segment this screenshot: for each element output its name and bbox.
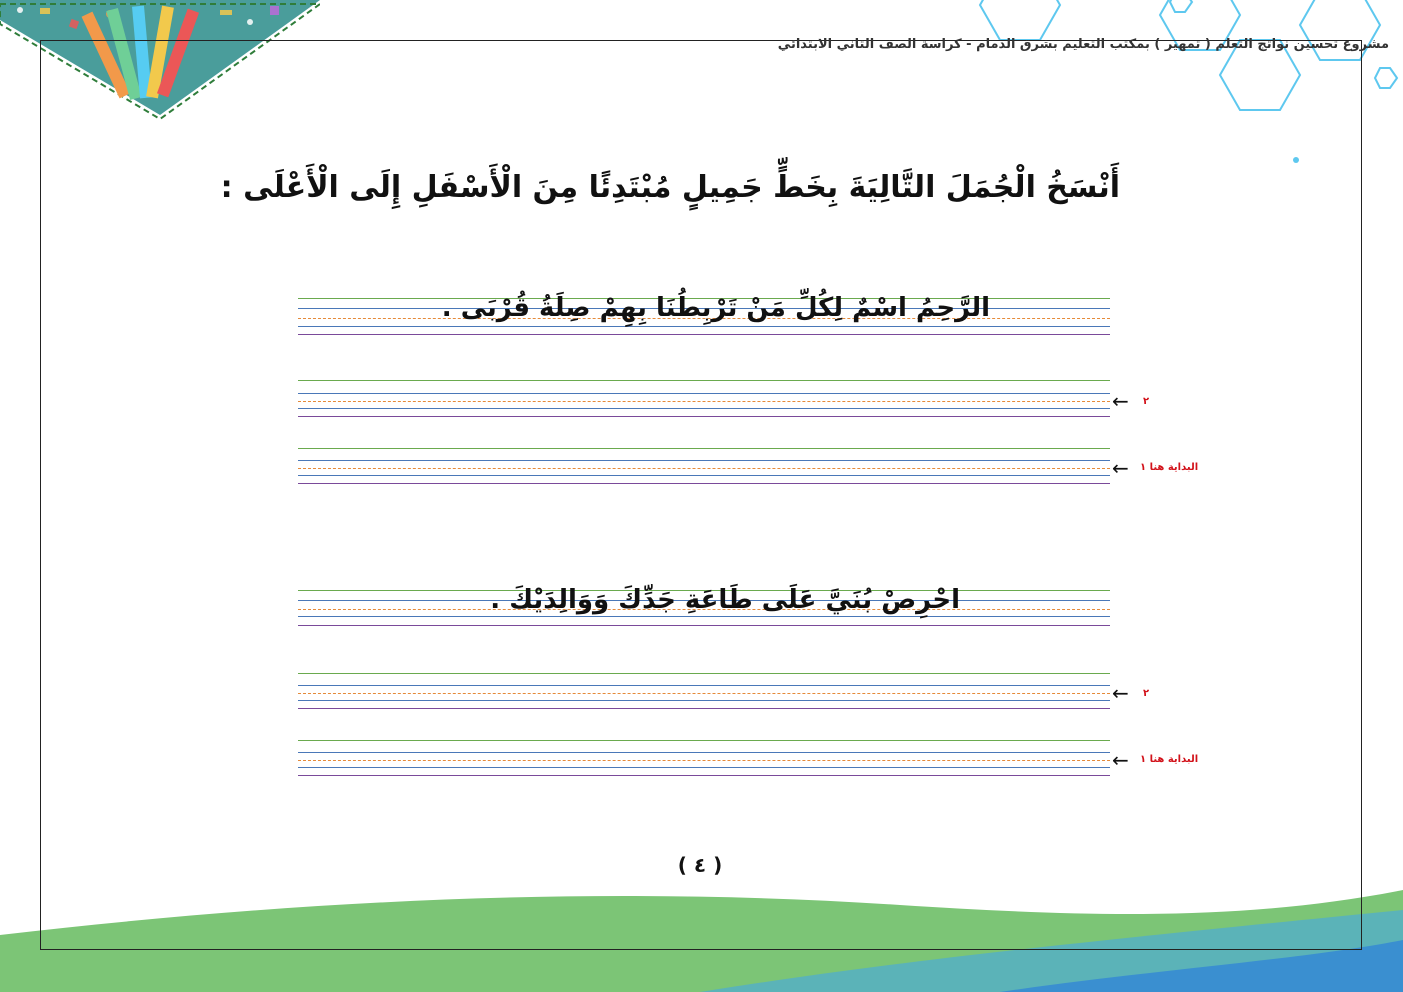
model-sentence-2: احْرِصْ بُنَيَّ عَلَى طَاعَةِ جَدِّكَ وَوَالِدَيْكَ .	[490, 585, 960, 615]
arrow-left-icon: ←	[1112, 389, 1129, 413]
page-number: ( ٤ )	[677, 853, 723, 877]
arrow-left-icon: ←	[1112, 748, 1129, 772]
arrow-left-icon: ←	[1112, 456, 1129, 480]
writing-line-1-ex1[interactable]	[298, 448, 1110, 488]
start-marker-ex2: البداية هنا ١	[1140, 754, 1199, 765]
start-marker-ex1: البداية هنا ١	[1140, 462, 1199, 473]
arrow-left-icon: ←	[1112, 681, 1129, 705]
line-marker-2-ex2: ٢	[1143, 688, 1150, 699]
writing-line-1-ex2[interactable]	[298, 740, 1110, 780]
writing-line-2-ex2[interactable]	[298, 673, 1110, 713]
model-sentence-1: الرَّحِمُ اسْمٌ لِكُلِّ مَنْ تَرْبِطُنَا بِهِمْ صِلَةُ قُرْبَى .	[441, 293, 990, 323]
line-marker-2-ex1: ٢	[1143, 396, 1150, 407]
writing-line-2-ex1[interactable]	[298, 380, 1110, 420]
header-title: مشروع تحسين نواتج التعلم ( تمهير ) بمكتب التعليم بشرق الدمام - كراسة الصف الثاني الابتدائي	[777, 37, 1389, 52]
instruction-heading: أَنْسَخُ الْجُمَلَ التَّالِيَةَ بِخَطٍّ جَمِيلٍ مُبْتَدِئًا مِنَ الْأَسْفَلِ إِلَى الْأَعْلَى :	[220, 170, 1120, 205]
